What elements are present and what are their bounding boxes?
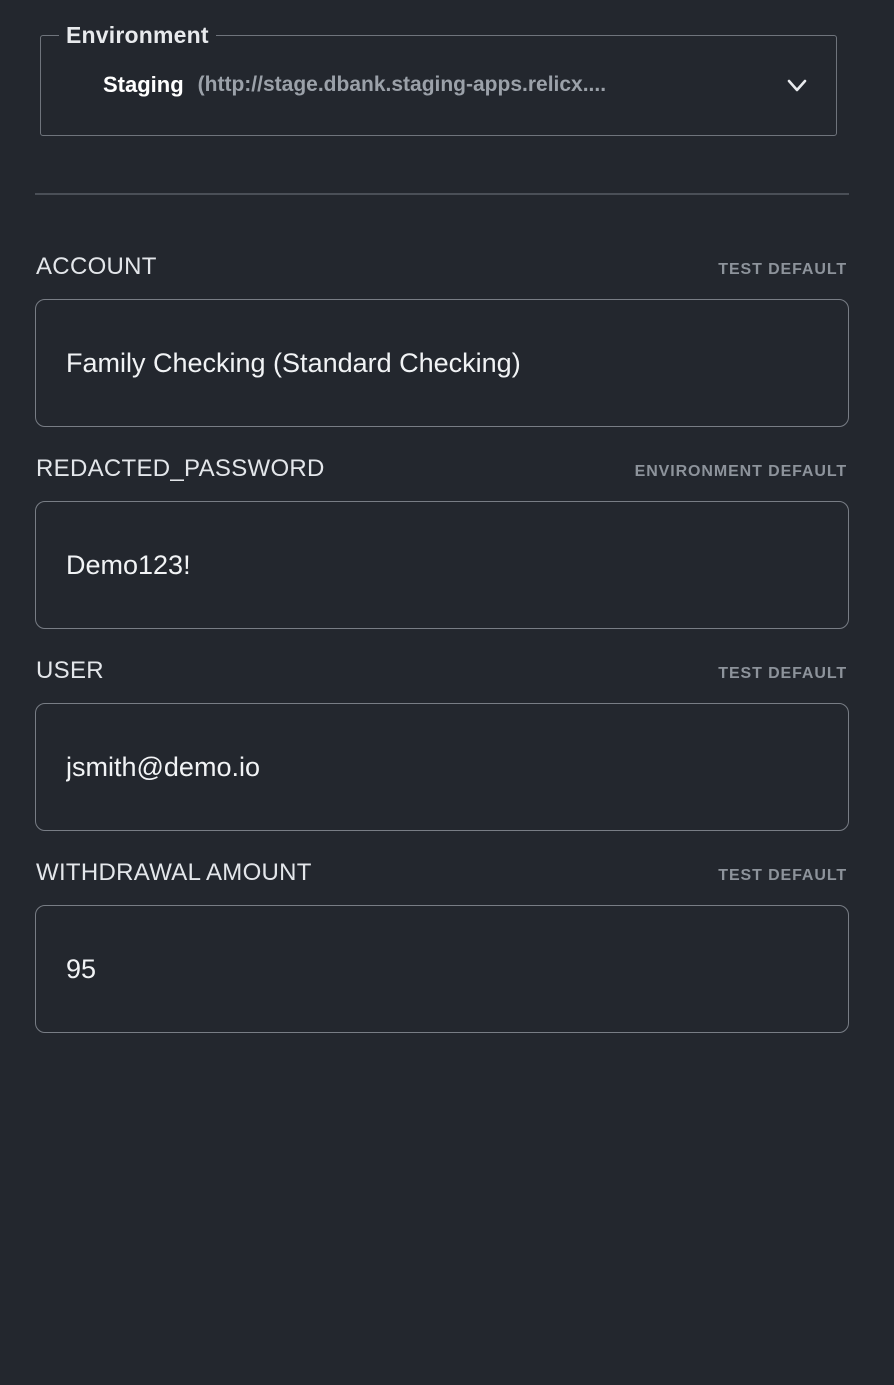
- parameter-header: [35, 253, 849, 281]
- user-input[interactable]: [35, 703, 849, 831]
- parameter-account: [35, 253, 849, 427]
- test-parameters-panel: [0, 22, 894, 1385]
- parameter-label: WITHDRAWAL AMOUNT: [36, 859, 312, 886]
- parameter-header: [35, 859, 849, 887]
- parameter-source-badge: ENVIRONMENT DEFAULT: [634, 463, 847, 480]
- account-input[interactable]: [35, 299, 849, 427]
- withdrawal-amount-input[interactable]: [35, 905, 849, 1033]
- parameter-list: [0, 253, 894, 1033]
- parameter-value: jsmith@demo.io: [66, 751, 260, 782]
- parameter-header: [35, 657, 849, 685]
- environment-selector[interactable]: [40, 22, 837, 136]
- parameter-header: [35, 455, 849, 483]
- parameter-source-badge: TEST DEFAULT: [718, 261, 847, 278]
- environment-legend: Environment: [66, 22, 209, 48]
- parameter-label: USER: [36, 657, 104, 684]
- parameter-label: REDACTED_PASSWORD: [36, 455, 325, 482]
- environment-url: (http://stage.dbank.staging-apps.relicx....: [197, 73, 607, 96]
- parameter-value: Family Checking (Standard Checking): [66, 347, 521, 378]
- chevron-down-icon[interactable]: [780, 68, 814, 102]
- parameter-source-badge: TEST DEFAULT: [718, 665, 847, 682]
- parameter-redacted-password: [35, 455, 849, 629]
- parameter-value: Demo123!: [66, 549, 191, 580]
- parameter-source-badge: TEST DEFAULT: [718, 867, 847, 884]
- redacted-password-input[interactable]: [35, 501, 849, 629]
- parameter-label: ACCOUNT: [36, 253, 157, 280]
- environment-name: Staging: [103, 72, 184, 97]
- environment-row[interactable]: [41, 49, 836, 121]
- parameter-withdrawal-amount: [35, 859, 849, 1033]
- parameter-value: 95: [66, 953, 97, 984]
- section-divider: [35, 193, 849, 195]
- parameter-user: [35, 657, 849, 831]
